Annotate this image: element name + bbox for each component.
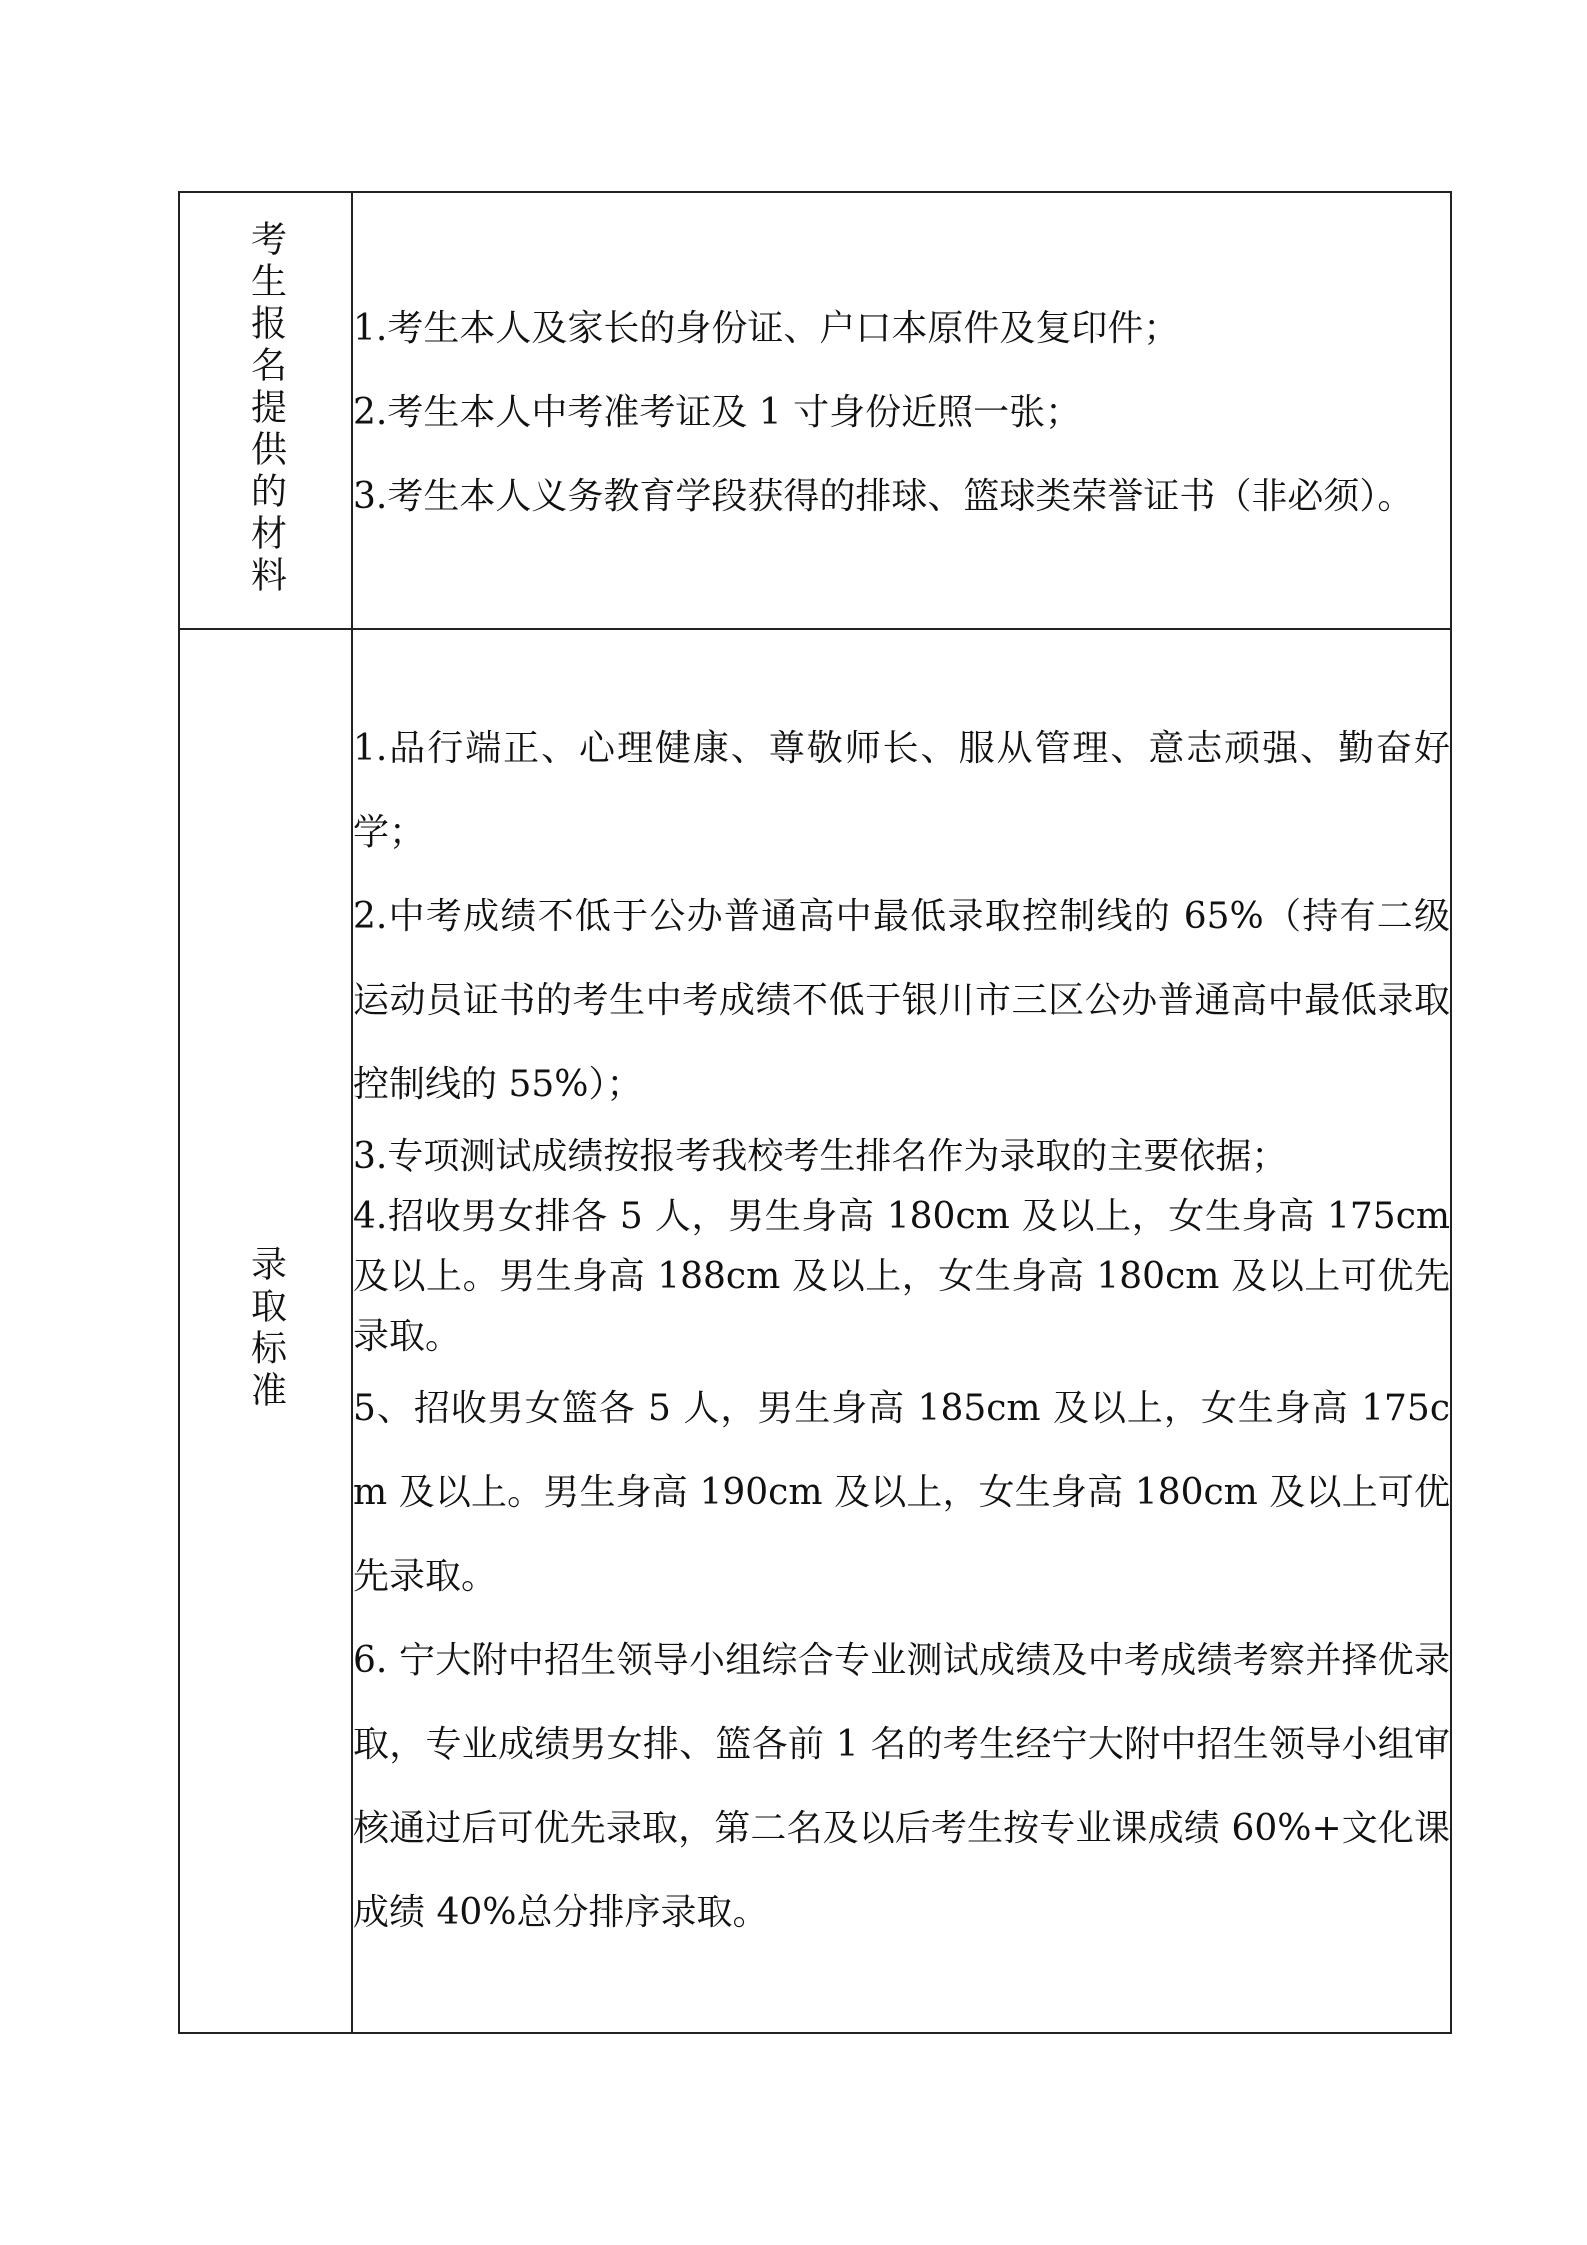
row-content-cell [352, 629, 1451, 2033]
admission-table [178, 191, 1452, 2034]
list-item: 3.考生本人义务教育学段获得的排球、篮球类荣誉证书（非必须）。 [353, 475, 1414, 517]
materials-list [353, 283, 1450, 539]
row-label-cell [179, 192, 352, 629]
row-label-criteria: 录取标准 [245, 1245, 287, 1413]
list-item: 1.考生本人及家长的身份证、户口本原件及复印件； [353, 307, 1180, 349]
list-item: 3.专项测试成绩按报考我校考生排名作为录取的主要依据； [353, 1136, 1288, 1177]
table-row-criteria [179, 629, 1451, 2033]
list-item: 6. 宁大附中招生领导小组综合专业测试成绩及中考成绩考察并择优录取，专业成绩男女排、篮各前 1 名的考生经宁大附中招生领导小组审核通过后可优先录取，第二名及以后考生按专业课成绩 60%+文化课成绩 40%总分排序录取。 [353, 1640, 1450, 1933]
row-label-materials: 考生报名提供的材料 [245, 219, 287, 598]
list-item: 4.招收男女排各 5 人，男生身高 180cm 及以上，女生身高 175cm 及以上。男生身高 188cm 及以上，女生身高 180cm 及以上可优先录取。 [353, 1196, 1450, 1357]
table-row-materials [179, 192, 1451, 629]
list-item: 5、招收男女篮各 5 人，男生身高 185cm 及以上，女生身高 175cm 及以上。男生身高 190cm 及以上，女生身高 180cm 及以上可优先录取。 [353, 1388, 1450, 1597]
list-item: 1.品行端正、心理健康、尊敬师长、服从管理、意志顽强、勤奋好学； [353, 728, 1450, 853]
list-item: 2.考生本人中考准考证及 1 寸身份近照一张； [353, 391, 1082, 433]
criteria-list [353, 707, 1450, 1955]
list-item: 2.中考成绩不低于公办普通高中最低录取控制线的 65%（持有二级运动员证书的考生中考成绩不低于银川市三区公办普通高中最低录取控制线的 55%）； [353, 896, 1450, 1105]
row-label-cell [179, 629, 352, 2033]
row-content-cell [352, 192, 1451, 629]
